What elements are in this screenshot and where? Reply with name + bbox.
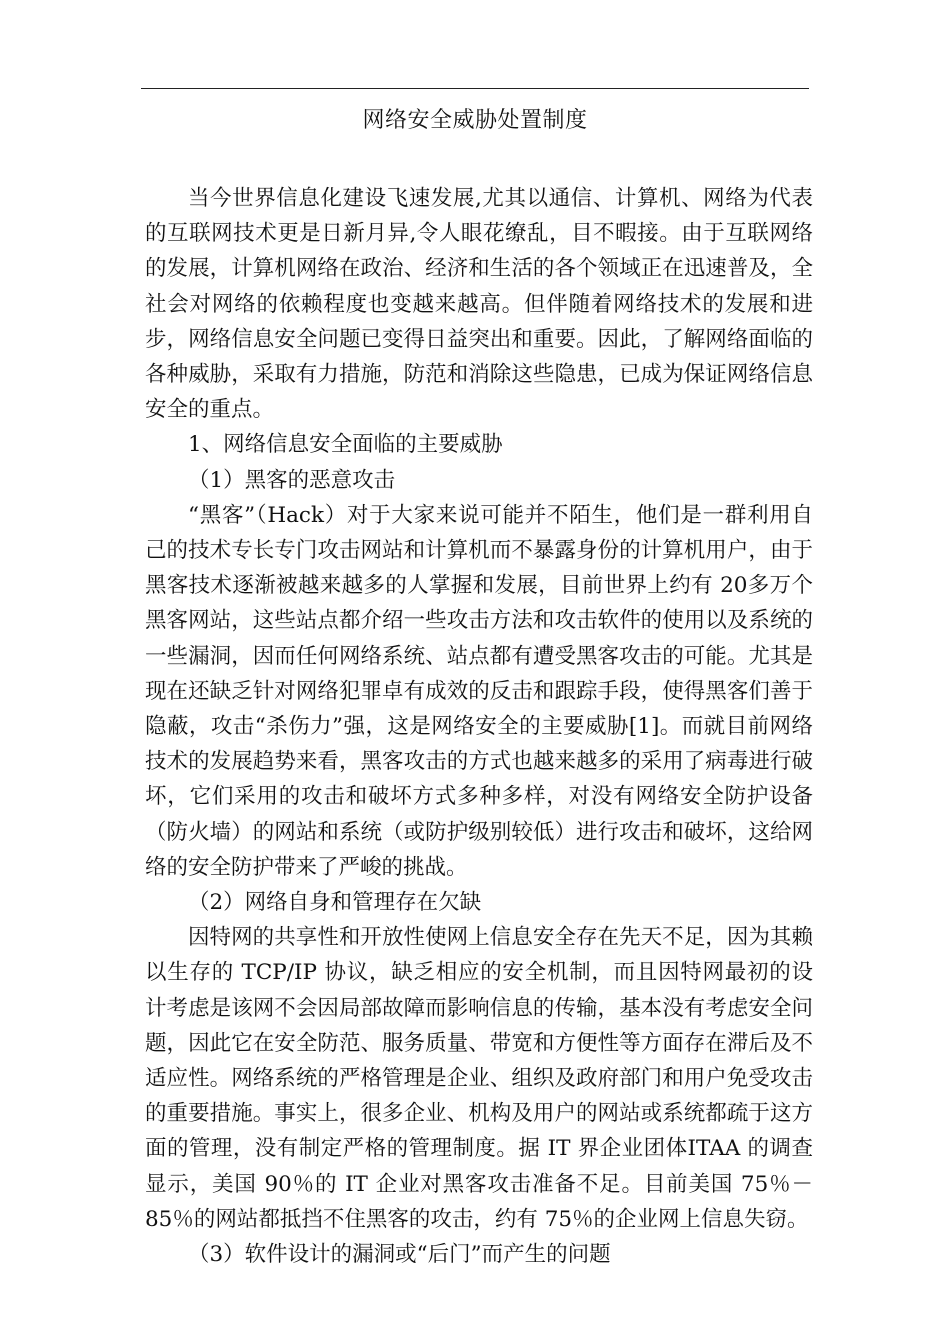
network-management-paragraph: 因特网的共享性和开放性使网上信息安全存在先天不足，因为其赖以生存的 TCP/IP 协议，缺乏相应的安全机制，而且因特网最初的设计考虑是该网不会因局部故障而影响信息的传输，基本没有考虑安全问题，因此它在安全防范、服务质量、带宽和方便性等方面存在滞后及不适应性。网络系统的严格管理是企业、组织及政府部门和用户免受攻击的重要措施。事实上，很多企业、机构及用户的网站或系统都疏于这方面的管理，没有制定严格的管理制度。据 IT 界企业团体ITAA 的调查显示，美国 90％的 IT 企业对黑客攻击准备不足。目前美国 75％－85％的网站都抵挡不住黑客的攻击，约有 75％的企业网上信息失窃。 [145,925,813,1232]
intro-paragraph: 当今世界信息化建设飞速发展,尤其以通信、计算机、网络为代表的互联网技术更是日新月异,令人眼花缭乱，目不暇接。由于互联网络的发展，计算机网络在政治、经济和生活的各个领域正在迅速普及，全社会对网络的依赖程度也变越来越高。但伴随着网络技术的发展和进步，网络信息安全问题已变得日益突出和重要。因此，了解网络面临的各种威胁，采取有力措施，防范和消除这些隐患，已成为保证网络信息安全的重点。 [145,186,813,423]
section-heading-threats: 1、网络信息安全面临的主要威胁 [188,432,503,458]
subheading-network-management: （2）网络自身和管理存在欠缺 [188,890,482,916]
header-rule [141,88,809,89]
hacker-paragraph: “黑客”（Hack）对于大家来说可能并不陌生，他们是一群利用自己的技术专长专门攻击网站和计算机而不暴露身份的计算机用户，由于黑客技术逐渐被越来越多的人掌握和发展，目前世界上约有 20多万个黑客网站，这些站点都介绍一些攻击方法和攻击软件的使用以及系统的一些漏洞，因而任何网络系统、站点都有遭受黑客攻击的可能。尤其是现在还缺乏针对网络犯罪卓有成效的反击和跟踪手段，使得黑客们善于隐蔽，攻击“杀伤力”强，这是网络安全的主要威胁[1]。而就目前网络技术的发展趋势来看，黑客攻击的方式也越来越多的采用了病毒进行破坏，它们采用的攻击和破坏方式多种多样，对没有网络安全防护设备（防火墙）的网站和系统（或防护级别较低）进行攻击和破坏，这给网络的安全防护带来了严峻的挑战。 [145,502,813,880]
subheading-software-flaws: （3）软件设计的漏洞或“后门”而产生的问题 [188,1242,611,1268]
document-title: 网络安全威胁处置制度 [362,108,588,133]
subheading-hacker-attack: （1）黑客的恶意攻击 [188,467,396,493]
document-body [145,181,813,1272]
